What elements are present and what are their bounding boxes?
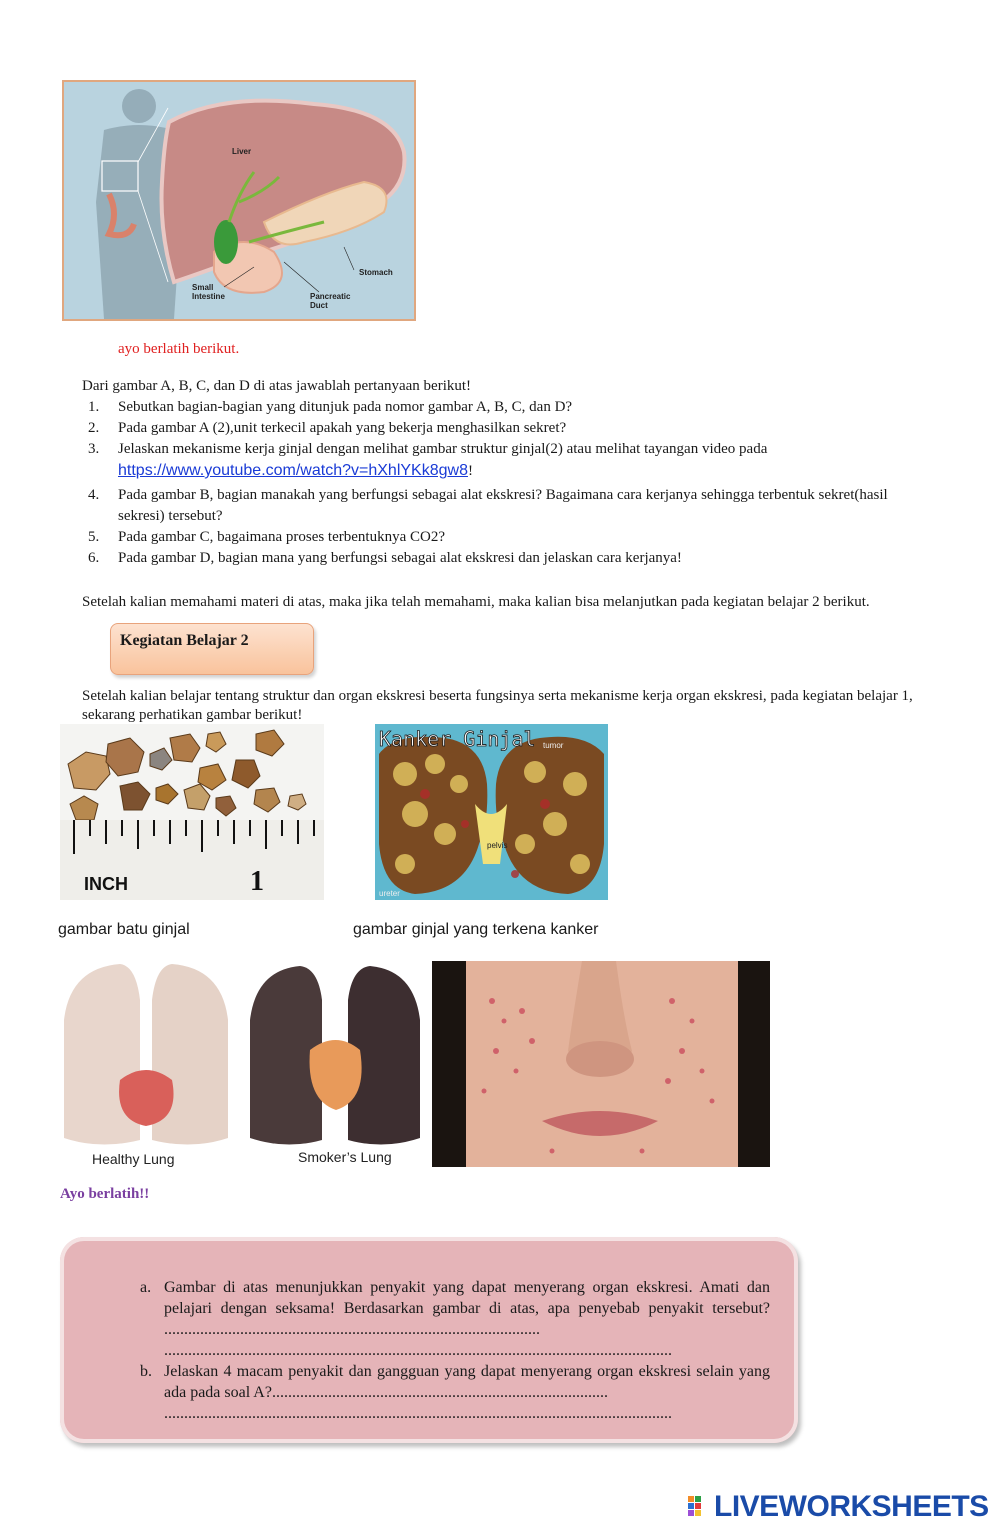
label-small-intestine-2: Intestine <box>192 292 225 301</box>
label-smokers-lung: Smoker’s Lung <box>298 1149 392 1165</box>
answer-line[interactable]: ............................................................................................................................... <box>164 1405 672 1422</box>
task-item: b. Jelaskan 4 macam penyakit dan gangguan yang dapat menyerang organ ekskresi selain yang ada pada soal A?.................................................................................... ............................................................................................................................... <box>140 1363 770 1422</box>
section-title-box <box>110 623 314 675</box>
question-item: 2. Pada gambar A (2),unit terkecil apakah yang bekerja menghasilkan sekret? <box>88 420 567 436</box>
answer-line[interactable]: ............................................................................................................................... <box>164 1342 672 1359</box>
instruction-text: Dari gambar A, B, C, dan D di atas jawablah pertanyaan berikut! <box>82 378 472 394</box>
question-item: 3. Jelaskan mekanisme kerja ginjal dengan melihat gambar struktur ginjal(2) atau melihat tayangan video pada https://www.youtube.com/watch?v=hXhlYKk8gw8! <box>88 441 768 479</box>
question-list <box>82 397 922 569</box>
liveworksheets-logo-icon <box>688 1496 710 1520</box>
question-item: 5. Pada gambar C, bagaimana proses terbentuknya CO2? <box>88 529 445 545</box>
question-item: 6. Pada gambar D, bagian mana yang berfungsi sebagai alat ekskresi dan jelaskan cara kerjanya! <box>88 550 682 566</box>
brand-logo <box>690 1490 989 1524</box>
ruler-number: 1 <box>250 866 264 897</box>
label-pelvis: pelvis <box>487 841 508 850</box>
caption-kidney-stones: gambar batu ginjal <box>58 921 190 938</box>
liver-figure <box>62 80 416 321</box>
label-stomach: Stomach <box>359 268 393 277</box>
brand-text: LIVEWORKSHEETS <box>714 1490 989 1523</box>
label-ureter: ureter <box>379 889 400 898</box>
label-tumor: tumor <box>543 741 564 750</box>
ruler-unit: INCH <box>84 874 128 894</box>
label-healthy-lung: Healthy Lung <box>92 1151 175 1167</box>
acne-face-image <box>432 961 770 1167</box>
exercise-box <box>60 1237 798 1443</box>
question-item: 1. Sebutkan bagian-bagian yang ditunjuk pada nomor gambar A, B, C, dan D? <box>88 399 573 415</box>
section-title: Kegiatan Belajar 2 <box>120 632 249 649</box>
label-liver: Liver <box>232 147 252 156</box>
task-list <box>140 1277 770 1424</box>
kidney-cancer-image <box>375 724 608 900</box>
practice-title: Ayo berlatih!! <box>60 1186 150 1202</box>
question-item: 4. Pada gambar B, bagian manakah yang berfungsi sebagai alat ekskresi? Bagaimana cara kerjanya sehingga terbentuk sekret(hasil sekresi) tersebut? <box>88 487 888 524</box>
label-small-intestine-1: Small <box>192 283 214 292</box>
cancer-title: Kanker Ginjal <box>379 727 536 751</box>
intro2-paragraph: Setelah kalian belajar tentang struktur dan organ ekskresi beserta fungsinya serta mekanisme kerja organ ekskresi, pada kegiatan belajar 1, sekarang perhatikan gambar berikut! <box>82 688 913 723</box>
label-pancreatic-2: Duct <box>310 301 328 310</box>
intro-text: ayo berlatih berikut. <box>118 341 240 357</box>
youtube-link[interactable]: https://www.youtube.com/watch?v=hXhlYKk8gw8 <box>118 462 468 479</box>
lungs-image <box>60 960 428 1170</box>
continue-paragraph: Setelah kalian memahami materi di atas, maka jika telah memahami, maka kalian bisa melanjutkan pada kegiatan belajar 2 berikut. <box>82 594 870 610</box>
task-item: a. Gambar di atas menunjukkan penyakit yang dapat menyerang organ ekskresi. Amati dan pelajari dengan seksama! Berdasarkan gambar di atas, apa penyebab penyakit tersebut? .............................................................................................. ............................................................................................................................... <box>140 1279 770 1359</box>
label-pancreatic-1: Pancreatic <box>310 292 351 301</box>
kidney-stones-image <box>60 724 324 900</box>
caption-kidney-cancer: gambar ginjal yang terkena kanker <box>353 921 599 938</box>
